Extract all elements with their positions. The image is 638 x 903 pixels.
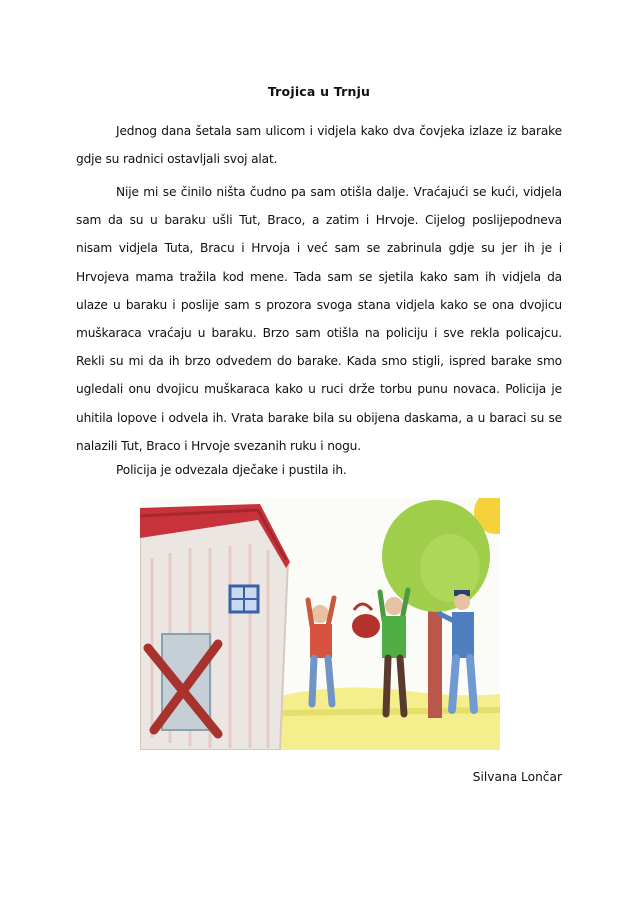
drawing-ground-stroke (280, 710, 500, 713)
paragraph-3 (76, 456, 562, 484)
author-signature: Silvana Lončar (472, 770, 562, 784)
paragraph-2-text: Nije mi se činilo ništa čudno pa sam otišla dalje. Vraćajući se kući, vidjela sam da su u baraku ušli Tut, Braco, a zatim i Hrvoje. Cijelog poslijepodneva nisam vidjela Tuta, Bracu i Hrvoja i već sam se zabrinula gdje su jer ih je i Hrvojeva mama tražila kod mene. Tada sam se sjetila kako sam ih vidjela da ulaze u baraku i poslije sam s prozora svoga stana vidjela kako se ona dvojicu muškaraca vraćaju u baraku. Brzo sam otišla na policiju i sve rekla policajcu. Rekli su mi da ih brzo odvedem do barake. Kada smo stigli, ispred barake smo ugledali onu dvojicu muškaraca kako u ruci drže torbu punu novaca. Policija je uhitila lopove i odvela ih. Vrata barake bila su obijena daskama, a u baraci su se nalazili Tut, Braco i Hrvoje svezanih ruku i nogu. (76, 185, 562, 453)
paragraph-2 (76, 178, 562, 460)
paragraph-1 (76, 117, 562, 173)
document-title: Trojica u Trnju (267, 84, 371, 99)
childs-drawing-illustration (140, 498, 500, 750)
paragraph-3-text: Policija je odvezala dječake i pustila ih. (116, 463, 347, 477)
drawing-money-bag (352, 614, 380, 638)
paragraph-1-text: Jednog dana šetala sam ulicom i vidjela kako dva čovjeka izlaze iz barake gdje su radnici ostavljali svoj alat. (76, 124, 562, 167)
drawing-tree-highlight (420, 534, 480, 602)
